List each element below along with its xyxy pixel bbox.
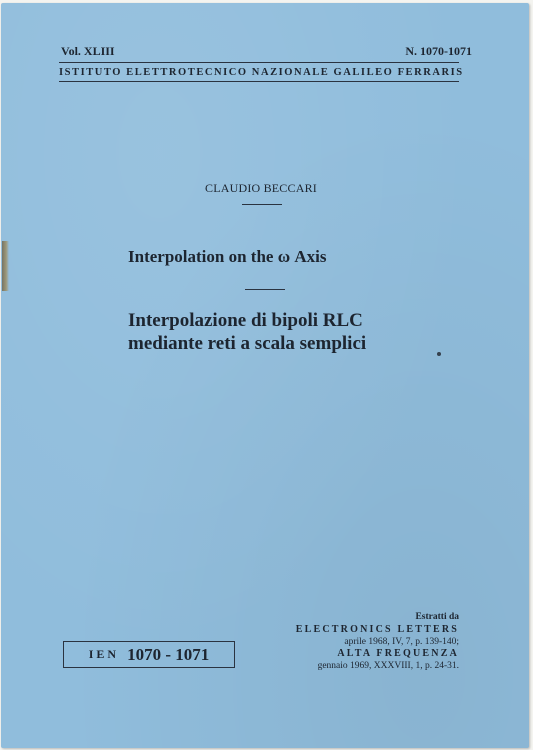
author-name: CLAUDIO BECCARI: [204, 181, 317, 195]
english-title: Interpolation on the ω Axis: [128, 247, 327, 266]
booklet-cover: [1, 3, 529, 748]
journal-reference-2: gennaio 1969, XXXVIII, 1, p. 24-31.: [317, 661, 459, 671]
header-rule-bottom: [59, 81, 459, 82]
binding-edge-mark: [2, 241, 9, 291]
title-divider: [245, 289, 285, 290]
journal-name-1: ELECTRONICS LETTERS: [295, 624, 459, 635]
extract-heading: Estratti da: [415, 612, 459, 622]
author-divider: [242, 204, 282, 205]
report-prefix: IEN: [88, 647, 120, 661]
italian-title-line-1: Interpolazione di bipoli RLC: [128, 310, 363, 331]
ink-spot: [437, 352, 441, 356]
header-rule-top: [59, 62, 459, 63]
volume-label: Vol. XLIII: [61, 44, 115, 58]
italian-title-line-2: mediante reti a scala semplici: [128, 333, 367, 354]
report-number-box: [63, 641, 235, 668]
journal-name-2: ALTA FREQUENZA: [337, 648, 459, 659]
issue-number: N. 1070-1071: [405, 44, 472, 58]
report-number: 1070 - 1071: [127, 644, 210, 664]
italian-title: [128, 309, 366, 355]
institute-name: ISTITUTO ELETTROTECNICO NAZIONALE GALILEO FERRARIS: [59, 67, 464, 78]
journal-reference-1: aprile 1968, IV, 7, p. 139-140;: [344, 637, 459, 647]
extract-info: [271, 611, 459, 672]
